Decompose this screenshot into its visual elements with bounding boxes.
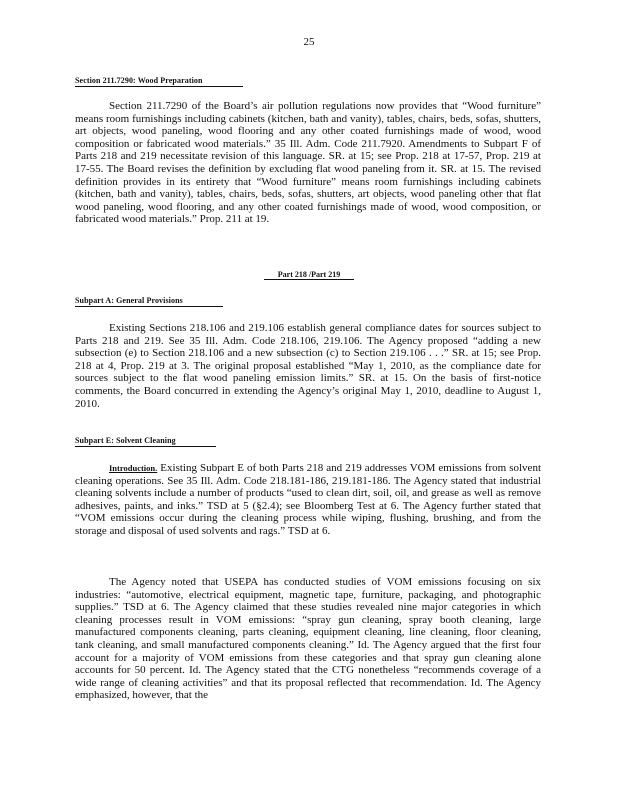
paragraph-section-211-7290	[75, 100, 541, 226]
paragraph-text: Section 211.7290 of the Board’s air pollution regulations now provides that “Wood furniture” means room furnishings including cabinets (kitchen, bath and vanity), tables, chairs, beds, sofas, shutters, art objects, wood paneling, wood flooring and any other coated furnishings made of wood, wood composition or fabricated wood materials.” 35 Ill. Adm. Code 211.7920. Amendments to Subpart F of Parts 218 and 219 necessitate revision of this language. SR. at 15; see Prop. 218 at 17-57, Prop. 219 at 17-55. The Board revises the definition by excluding flat wood paneling from it. SR. at 15. The revised definition provides in its entirety that “Wood furniture” means room furnishings including cabinets (kitchen, bath and vanity), tables, chairs, beds, sofas, shutters, art objects, wood paneling other that flat wood paneling, wood flooring, and any other coated furnishings made of wood, wood composition, or fabricated wood materials.” Prop. 211 at 19.	[75, 100, 541, 226]
section-heading: Section 211.7290: Wood Preparation	[75, 76, 243, 87]
paragraph-text: The Agency noted that USEPA has conducted studies of VOM emissions focusing on six industries: “automotive, electrical equipment, magnetic tape, furniture, packaging, and photographic supplies.” TSD at 6. The Agency claimed that these studies revealed nine major categories in which cleaning processes result in VOM emissions: “spray gun cleaning, spray booth cleaning, large manufactured components cleaning, parts cleaning, equipment cleaning, line cleaning, floor cleaning, tank cleaning, and small manufactured components cleaning.” Id. The Agency argued that the first four account for a majority of VOM emissions from these categories and that spray gun cleaning alone accounts for 50 percent. Id. The Agency stated that the CTG nonetheless “recommends coverage of a wide range of cleaning activities” and that its proposal reflected that recommendation. Id. The Agency emphasized, however, that the	[75, 576, 541, 702]
page-number: 25	[303, 36, 315, 48]
paragraph-introduction	[75, 462, 541, 538]
subpart-e-heading: Subpart E: Solvent Cleaning	[75, 436, 216, 447]
paragraph-text: Existing Sections 218.106 and 219.106 establish general compliance dates for sources subject to Parts 218 and 219. See 35 Ill. Adm. Code 218.106, 219.106. The Agency proposed “adding a new subsection (e) to Section 218.106 and a new subsection (c) to Section 219.106 . . .” SR. at 15; see Prop. 218 at 4, Prop. 219 at 3. The original proposal established “May 1, 2010, as the compliance date for sources subject to the flat wood paneling emission limits.” SR. at 15. On the basis of first-notice comments, the Board concurred in extending the Agency’s original May 1, 2010, deadline to August 1, 2010.	[75, 322, 541, 410]
paragraph-usepa-studies	[75, 576, 541, 702]
part-heading	[0, 270, 618, 280]
part-heading-text: Part 218 /Part 219	[264, 270, 354, 280]
introduction-label: Introduction.	[109, 463, 158, 473]
subpart-a-heading: Subpart A: General Provisions	[75, 296, 223, 307]
paragraph-text: Existing Subpart E of both Parts 218 and 219 addresses VOM emissions from solvent cleaning operations. See 35 Ill. Adm. Code 218.181-186, 219.181-186. The Agency stated that industrial cleaning solvents include a number of products “used to clean dirt, soil, oil, and grease as well as remove adhesives, paints, and inks.” TSD at 5 (§2.4); see Bloomberg Test at 6. The Agency further stated that “VOM emissions occur during the cleaning process while wiping, flushing, brushing, and from the storage and disposal of used solvents and rags.” TSD at 6.	[75, 462, 541, 537]
paragraph-compliance-dates	[75, 322, 541, 410]
